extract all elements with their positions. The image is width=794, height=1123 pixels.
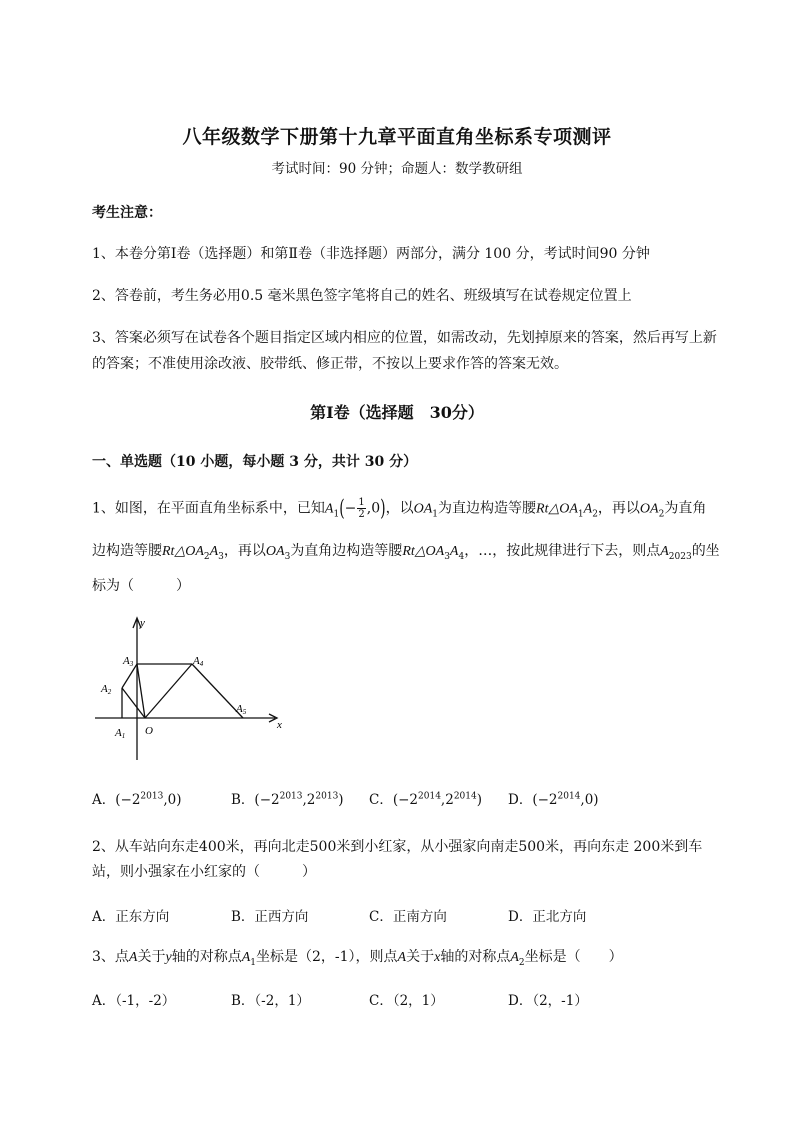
- q1-option-a[interactable]: A．$(-2^{2013},0)$: [92, 791, 182, 808]
- q3-option-a[interactable]: A．（-1，-2）: [92, 993, 176, 1009]
- q1-line-1: 1、如图，在平面直角坐标系中，已知$A_1(-$ $\frac{1}{2}$ ,0)，以$OA_1$为直边构造等腰$Rt\triangle OA_1A_2$，再以$OA_2$为直角: [92, 495, 707, 522]
- origin-label: O: [145, 725, 153, 737]
- q1-option-b[interactable]: B．$(-2^{2013},2^{2013})$: [231, 791, 344, 808]
- label-a2: A2: [101, 683, 112, 696]
- q1-line-2: 边构造等腰$Rt\triangle OA_2A_3$，再以$OA_3$为直角边构造等腰$Rt\triangle OA_3A_4$，…，按此规律进行下去，则点$A_{2023}$的坐: [92, 543, 720, 562]
- y-label: y: [140, 617, 145, 629]
- q1-line-3: 标为（ ）: [92, 578, 190, 594]
- notice-item-3: 3、答案必须写在试卷各个题目指定区域内相应的位置，如需改动，先划掉原来的答案，然后再写上新: [92, 330, 717, 346]
- part-heading: 一、单选题（10 小题，每小题 3 分，共计 30 分）: [92, 454, 418, 470]
- q3-option-c[interactable]: C．（2，1）: [369, 993, 444, 1009]
- q2-line-1: 2、从车站向东走400米，再向北走500米到小红家，从小强家向南走500米，再向东走 200米到车: [92, 839, 703, 855]
- notice-item-2: 2、答卷前，考生务必用0.5 毫米黑色签字笔将自己的姓名、班级填写在试卷规定位置上: [92, 288, 632, 304]
- q3-line-1: 3、点A关于y轴的对称点$A_1$坐标是（2，-1），则点A关于x轴的对称点$A_2$坐标是（ ）: [92, 949, 623, 968]
- q2-line-2: 站，则小强家在小红家的（ ）: [92, 864, 316, 880]
- label-a5: A5: [236, 703, 247, 716]
- coordinate-figure: [95, 612, 295, 762]
- label-a1: A1: [115, 727, 126, 740]
- q3-option-b[interactable]: B．（-2，1）: [231, 993, 310, 1009]
- q1-option-c[interactable]: C．$(-2^{2014},2^{2014})$: [369, 791, 482, 808]
- notice-item-1: 1、本卷分第Ⅰ卷（选择题）和第Ⅱ卷（非选择题）两部分，满分 100 分，考试时间90 分钟: [92, 246, 650, 262]
- exam-info: 考试时间：90 分钟；命题人：数学教研组: [271, 161, 523, 177]
- section-title: 第Ⅰ卷（选择题 30分）: [310, 403, 484, 422]
- q2-option-a[interactable]: A．正东方向: [92, 909, 170, 925]
- q3-option-d[interactable]: D．（2，-1）: [508, 993, 588, 1009]
- q1-option-d[interactable]: D．$(-2^{2014},0)$: [508, 791, 599, 808]
- fraction: $\frac{1}{2}$: [358, 497, 365, 520]
- notice-item-3-cont: 的答案；不准使用涂改液、胶带纸、修正带，不按以上要求作答的答案无效。: [92, 356, 568, 372]
- label-a3: A3: [123, 655, 134, 668]
- page-title: 八年级数学下册第十九章平面直角坐标系专项测评: [182, 126, 612, 148]
- label-a4: A4: [193, 655, 204, 668]
- q2-option-b[interactable]: B．正西方向: [231, 909, 309, 925]
- notice-heading: 考生注意：: [92, 205, 162, 221]
- q2-option-c[interactable]: C．正南方向: [369, 909, 447, 925]
- q2-option-d[interactable]: D．正北方向: [508, 909, 587, 925]
- x-label: x: [277, 719, 282, 731]
